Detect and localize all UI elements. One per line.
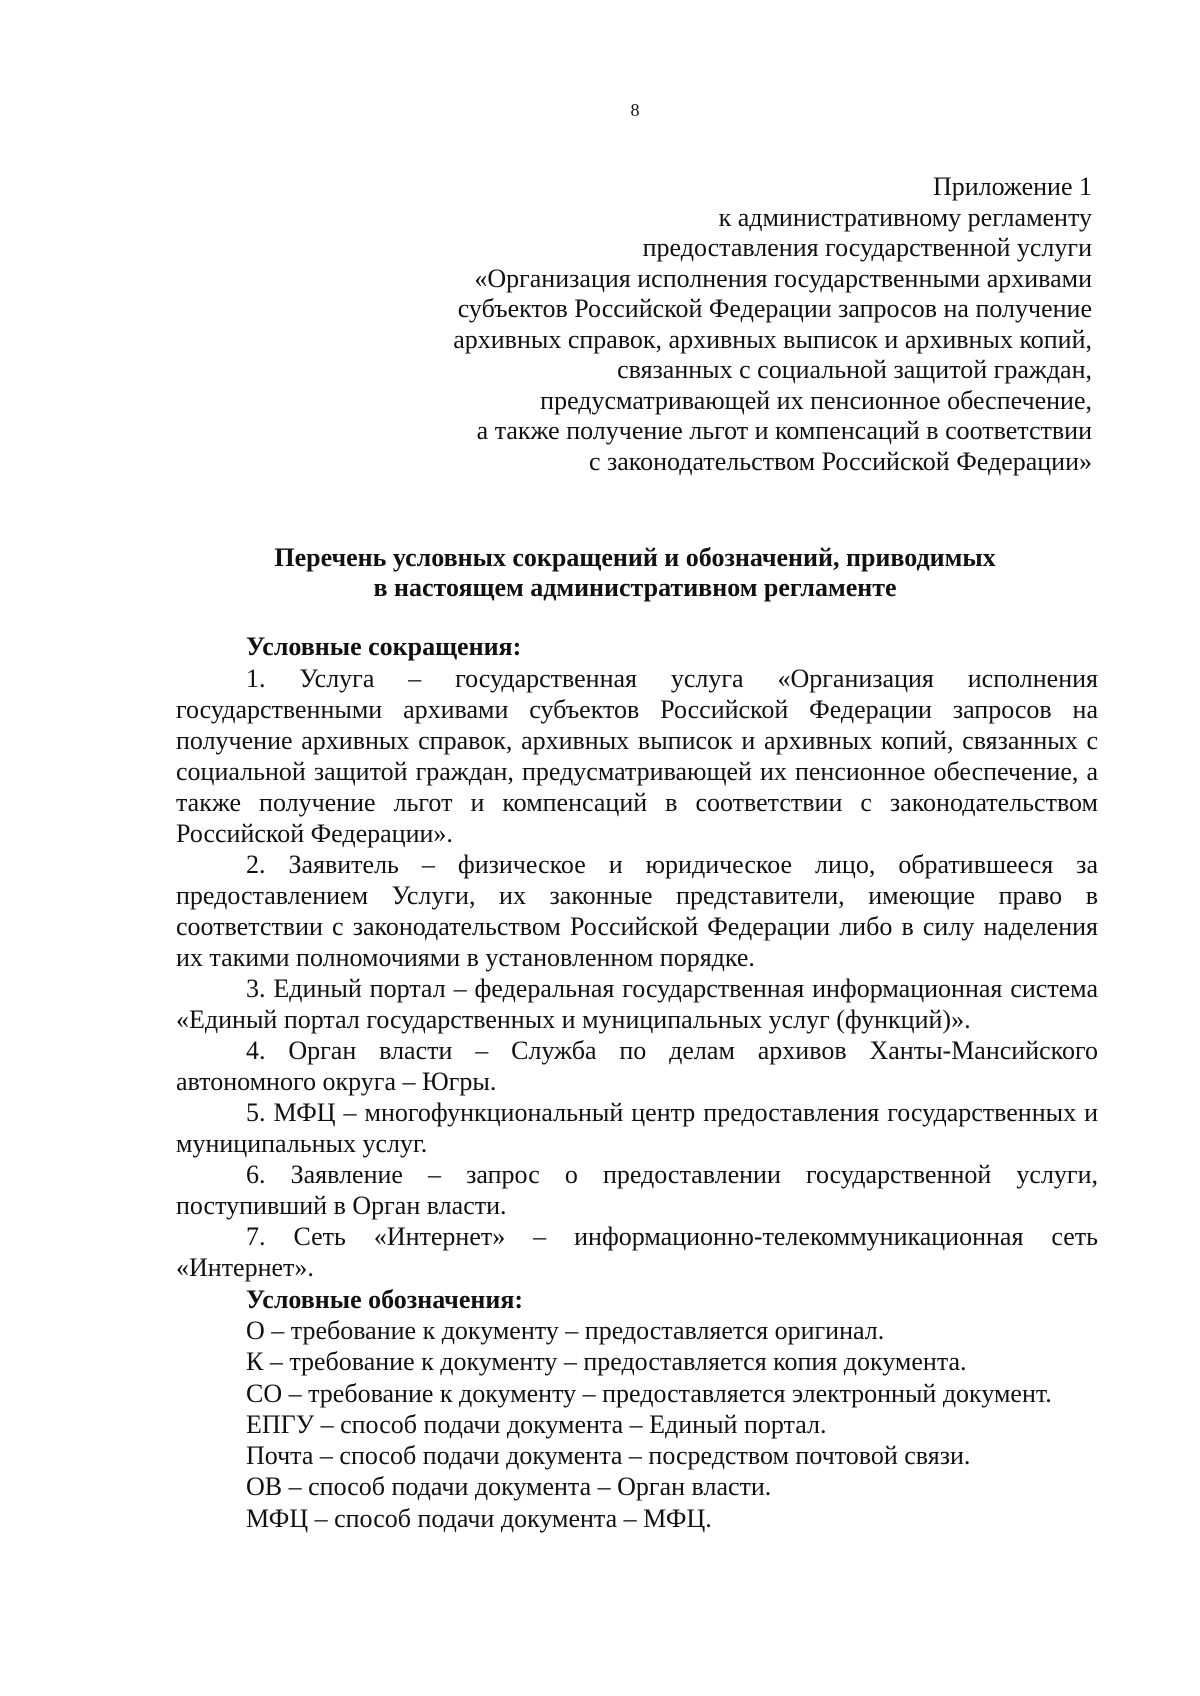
designations-heading: Условные обозначения: [246, 1285, 524, 1314]
designation-item: СО – требование к документу – предоставляется электронный документ. [246, 1378, 1052, 1408]
title-line-2: в настоящем административном регламенте [373, 573, 897, 602]
appendix-line: к административному регламенту [718, 202, 1092, 232]
abbreviation-item: 5. МФЦ – многофункциональный центр предоставления государственных и муниципальных услуг. [176, 1098, 1098, 1158]
abbreviation-item: 3. Единый портал – федеральная государственная информационная система «Единый портал государственных и муниципальных услуг (функций)». [176, 974, 1098, 1034]
appendix-line: «Организация исполнения государственными архивами [474, 263, 1092, 293]
appendix-line: связанных с социальной защитой граждан, [617, 355, 1092, 384]
document-title [170, 543, 1100, 603]
appendix-line: архивных справок, архивных выписок и архивных копий, [453, 324, 1092, 354]
designation-item: О – требование к документу – предоставляется оригинал. [246, 1316, 885, 1345]
abbreviations-heading: Условные сокращения: [246, 632, 522, 661]
abbreviation-item: 7. Сеть «Интернет» – информационно-телекоммуникационная сеть «Интернет». [176, 1222, 1098, 1282]
appendix-line: с законодательством Российской Федерации» [588, 446, 1092, 476]
abbreviation-item: 6. Заявление – запрос о предоставлении государственной услуги, поступивший в Орган власти. [176, 1160, 1098, 1220]
appendix-line: предоставления государственной услуги [642, 233, 1092, 262]
abbreviations-list [176, 663, 1098, 1283]
appendix-line: а также получение льгот и компенсаций в соответствии [476, 416, 1092, 445]
abbreviation-item: 4. Орган власти – Служба по делам архивов Ханты-Мансийского автономного округа – Югры. [176, 1036, 1098, 1096]
designations-list [246, 1315, 1052, 1534]
appendix-header [453, 172, 1092, 477]
title-line-1: Перечень условных сокращений и обозначений, приводимых [274, 543, 996, 572]
page-number: 8 [630, 100, 640, 120]
abbreviation-item: 2. Заявитель – физическое и юридическое лицо, обратившееся за предоставлением Услуги, их законные представители, имеющие право в соответствии с законодательством Российской Федерации либо в силу наделения их такими полномочиями в установленном порядке. [176, 850, 1098, 972]
appendix-line: Приложение 1 [932, 172, 1092, 201]
designation-item: Почта – способ подачи документа – посредством почтовой связи. [246, 1441, 971, 1471]
designation-item: ЕПГУ – способ подачи документа – Единый портал. [246, 1409, 827, 1439]
abbreviation-item: 1. Услуга – государственная услуга «Организация исполнения государственными архивами субъектов Российской Федерации запросов на получение архивных справок, архивных выписок и архивных копий, связанных с социальной защитой граждан, предусматривающей их пенсионное обеспечение, а также получение льгот и компенсаций в соответствии с законодательством Российской Федерации». [176, 664, 1098, 848]
appendix-line: субъектов Российской Федерации запросов на получение [457, 294, 1092, 323]
designation-item: ОВ – способ подачи документа – Орган власти. [246, 1472, 772, 1502]
designation-item: К – требование к документу – предоставляется копия документа. [246, 1347, 967, 1377]
designation-item: МФЦ – способ подачи документа – МФЦ. [246, 1503, 712, 1533]
appendix-line: предусматривающей их пенсионное обеспечение, [540, 385, 1092, 415]
